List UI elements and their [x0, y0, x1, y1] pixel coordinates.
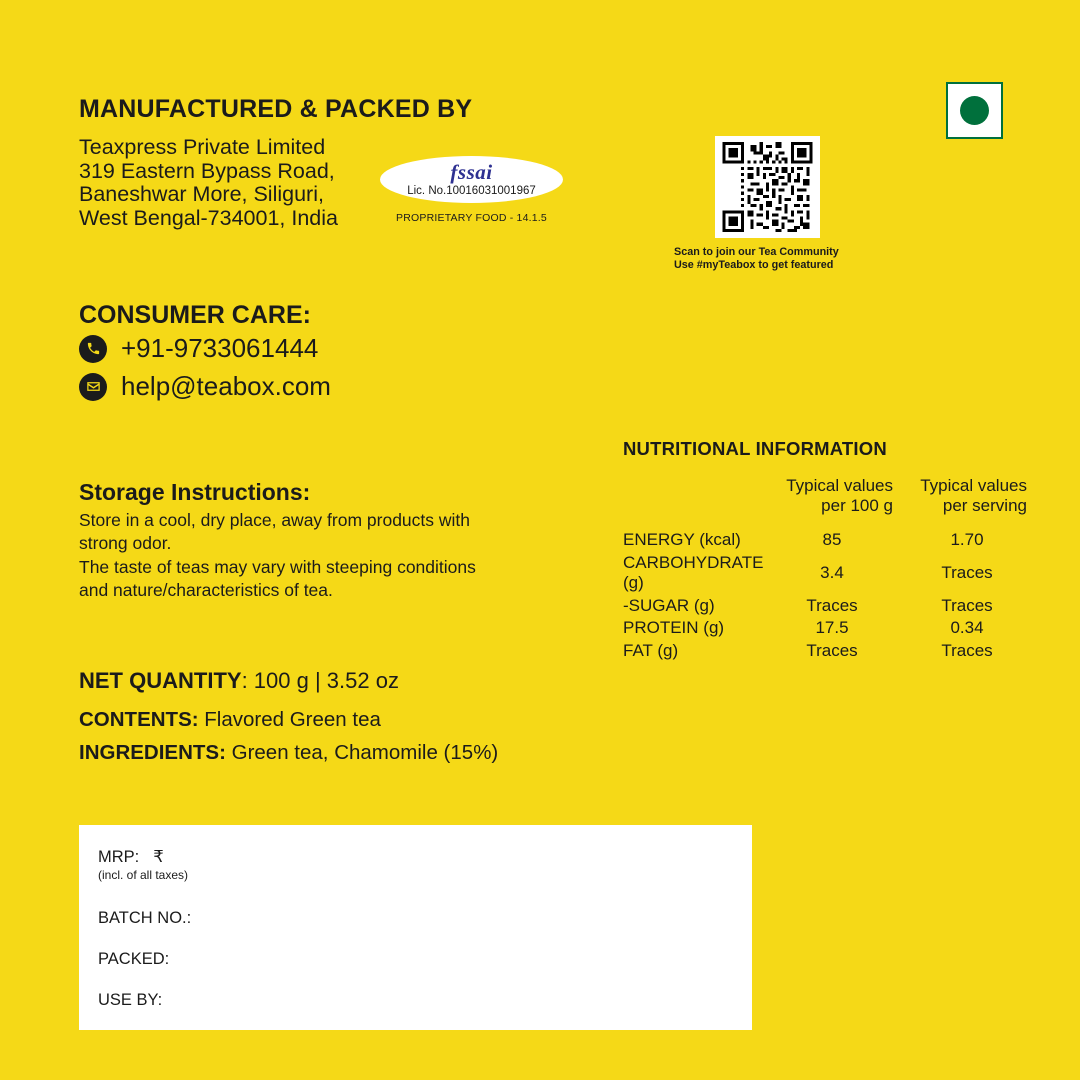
packed-date-label: PACKED: [98, 950, 170, 968]
ingredients [79, 739, 559, 766]
table-row [623, 618, 1031, 641]
nutrition-col-blank [623, 476, 775, 530]
manufacturer-address-line-3: West Bengal-734001, India [79, 205, 338, 230]
manufacturer-name: Teaxpress Private Limited [79, 135, 326, 159]
qr-code-svg [721, 142, 814, 232]
storage-instructions-note: The taste of teas may vary with steeping conditions and nature/characteristics of tea. [79, 557, 476, 600]
email-icon [79, 373, 107, 401]
nutrition-col-per-serving: Typical values per serving [920, 476, 1027, 515]
nutrition-row-per-100g: 85 [822, 530, 842, 549]
nutrition-row-per-100g: Traces [806, 595, 858, 615]
nutrition-header-row [623, 476, 1031, 530]
manufacturer-address-line-2: Baneshwar More, Siliguri, [79, 182, 324, 206]
nutrition-heading: NUTRITIONAL INFORMATION [623, 438, 887, 459]
manufacturer-address-line-1: 319 Eastern Bypass Road, [79, 158, 335, 183]
qr-code-icon[interactable] [715, 136, 820, 238]
rupee-icon: ₹ [153, 847, 164, 866]
nutrition-row-per-100g: 17.5 [815, 618, 849, 637]
nutrition-row-per-serving: 0.34 [950, 618, 984, 637]
contents [79, 708, 381, 732]
vegetarian-mark-dot [960, 96, 989, 125]
storage-instructions-body: Store in a cool, dry place, away from products with strong odor. [79, 510, 471, 553]
nutrition-row-label: FAT (g) [623, 640, 679, 660]
nutrition-row-label: ENERGY (kcal) [623, 530, 741, 549]
fssai-license-number: Lic. No.10016031001967 [407, 184, 536, 197]
consumer-care-phone-row[interactable] [79, 333, 318, 364]
nutrition-row-label: CARBOHYDRATE (g) [623, 552, 764, 592]
consumer-care-heading: CONSUMER CARE: [79, 301, 311, 329]
table-row [623, 530, 1031, 553]
nutrition-row-label: -SUGAR (g) [623, 595, 715, 615]
qr-caption [674, 246, 839, 272]
fssai-food-category: PROPRIETARY FOOD - 14.1.5 [396, 212, 547, 224]
phone-icon [79, 335, 107, 363]
table-row [623, 553, 1031, 596]
nutrition-row-per-serving: Traces [941, 640, 993, 660]
storage-instructions-heading: Storage Instructions: [79, 479, 311, 505]
manufacturer-heading: MANUFACTURED & PACKED BY [79, 95, 473, 123]
batch-details-box [79, 825, 752, 1030]
qr-caption-line-1: Scan to join our Tea Community [674, 246, 839, 258]
nutrition-row-per-serving: Traces [941, 595, 993, 615]
nutrition-table [623, 476, 1031, 663]
mrp-row [98, 847, 164, 867]
mrp-label: MRP: [98, 848, 140, 866]
nutrition-row-per-serving: 1.70 [950, 530, 984, 549]
fssai-oval [380, 156, 563, 203]
table-row [623, 596, 1031, 619]
mrp-tax-note: (incl. of all taxes) [98, 868, 189, 882]
ingredients-value: Green tea, Chamomile (15%) [225, 741, 499, 764]
nutrition-row-per-serving: Traces [941, 562, 993, 582]
batch-number-label: BATCH NO.: [98, 909, 192, 927]
net-quantity-label: NET QUANTITY [79, 668, 242, 693]
contents-value: Flavored Green tea [198, 708, 381, 731]
fssai-badge [380, 156, 563, 224]
nutrition-row-label: PROTEIN (g) [623, 618, 725, 637]
net-quantity [79, 668, 399, 694]
fssai-logo: fssai [450, 159, 493, 184]
ingredients-label: INGREDIENTS: [79, 741, 226, 764]
consumer-care-phone: +91-9733061444 [121, 333, 319, 363]
net-quantity-value: : 100 g | 3.52 oz [241, 668, 399, 693]
qr-caption-line-2: Use #myTeabox to get featured [674, 259, 834, 271]
nutrition-row-per-100g: Traces [806, 640, 858, 660]
vegetarian-mark-icon [946, 82, 1003, 139]
consumer-care-email-row[interactable] [79, 371, 331, 402]
consumer-care-email: help@teabox.com [121, 371, 331, 401]
manufacturer-address [79, 136, 338, 230]
table-row [623, 641, 1031, 664]
nutrition-col-per-100g: Typical values per 100 g [786, 476, 893, 515]
nutrition-row-per-100g: 3.4 [820, 562, 844, 582]
use-by-date-label: USE BY: [98, 991, 163, 1009]
contents-label: CONTENTS: [79, 708, 199, 731]
